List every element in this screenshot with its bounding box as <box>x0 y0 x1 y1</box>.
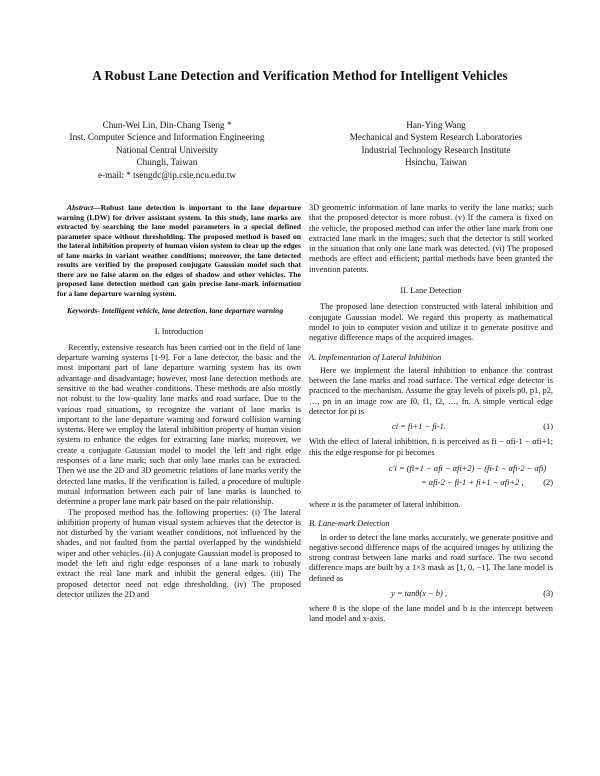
abstract-lead: Abstract <box>67 203 94 212</box>
equation-2 <box>309 464 553 496</box>
keywords: Keywords- Intelligent vehicle, lane detection, lane departure warning <box>67 306 284 315</box>
equation-body: y = tanθ(x − b) , <box>391 589 447 599</box>
author-block-left <box>52 119 282 181</box>
author-affiliation: Inst. Computer Science and Information Engineering <box>69 132 265 143</box>
subsection-heading: B. Lane-mark Detection <box>309 519 390 529</box>
author-email: e-mail: * tsengdc@ip.csie.ncu.edu.tw <box>97 169 237 180</box>
body-paragraph: With the effect of lateral inhibition, fi is perceived as fi − αfi-1 − αfi+1; this the edge response for pi becomes <box>309 437 553 457</box>
body-paragraph: where θ is the slope of the lane model and b is the intercept between land model and x-axis. <box>309 604 553 624</box>
body-paragraph: 3D geometric information of lane marks to verify the lane marks; such that the proposed detector is more robust. (v) If the camera is fixed on the vehicle, the proposed method can infer the other lane mark from one extracted lane mark in the images; such that the detector is still worked in the situation that only one lane mark was detected. (vi) The proposed methods are effect and efficient; partial methods have been granted the invention patents. <box>309 203 553 274</box>
equation-1 <box>309 417 553 437</box>
abstract-text: —Robust lane detection is important to the lane departure warning (LDW) for driver assistant system. In this study, lane marks are extracted by searching the lane model parameters in a special defined parameter space without thresholding. The proposed method is based on the lateral inhibition property of human vision system to clear up the edges of lane marks in variant weather conditions; moreover, the lane detected results are verified by the proposed conjugate Gaussian model such that there are no false alarm on the edges of shadow and other vehicles. The proposed lane detection method can gain precise lane-mark information for a lane departure warning system. <box>57 203 301 298</box>
author-city: Hsinchu, Taiwan <box>405 157 467 168</box>
body-paragraph: Here we implement the lateral inhibition to enhance the contrast between the lane marks and road surface. The vertical edge detector is practiced to the mechanism. Assume the gray levels of pixels p0, p1, p2, …, pn in an image row are f0, f1, f2, …, fn. A simple vertical edge detector for pi is <box>309 365 553 417</box>
equation-line: c′i = (fi+1 − αfi − αfi+2) − (fi-1 − αfi-2 − αfi) <box>389 463 547 473</box>
body-paragraph: In order to detect the lane marks accurately, we generate positive and negative second difference maps of the acquired images by utilizing the strong contrast between lane marks and road surface. The two second difference maps are built by a 1×3 mask as [1, 0, −1]. The lane model is defined as <box>309 532 553 583</box>
author-city: Chungli, Taiwan <box>136 157 198 168</box>
equation-body: ci = fi+1 − fi-1. <box>392 422 446 432</box>
intro-paragraph: The proposed method has the following properties: (i) The lateral inhibition property of human visual system achieves that the detector is not disturbed by the variant weather conditions, not influenced by the shades, and not faulted from the partial overlapped by the windshield wiper and other vehicles. (ii) A conjugate Gaussian model is proposed to model the left and right edge responses of a lane mark to robustly extract the real lane mark and inhibit the general edges. (iii) The proposed detector need not edge thresholding. (iv) The proposed detector utilizes the 2D and <box>57 507 301 599</box>
body-paragraph: The proposed lane detection constructed with lateral inhibition and conjugate Gaussian model. We regard this property as mathematical model to join to computer vision and utilize it to generate positive and negative difference maps of the acquired images. <box>309 302 553 343</box>
author-block-right <box>318 119 554 169</box>
abstract <box>57 203 301 298</box>
left-column <box>57 203 301 600</box>
equation-number: (2) <box>543 477 553 487</box>
equation-number: (3) <box>543 589 553 599</box>
intro-paragraph: Recently, extensive research has been carried out in the field of lane departure warning systems [1-9]. For a lane detector, the basic and the most important part of lane departure warning system has its own advantage and disadvantage; however, most lane detection methods are sensitive to the bad weather conditions. These methods are also mostly not robust to the low-quality lane marks and road surface. Due to the various road situations, to recognize the variant of lane marks is important to the lane departure warning and forward collision warning systems. Here we employ the lateral inhibition property of human vision system to enhance the edges for extracting lane marks; moreover, we create a conjugate Gaussian model to model the left and right edge responses of a lane mark; such that only lane marks can be extracted. Then we use the 2D and 3D geometric relations of lane marks verify the detected lane marks. If the verification is failed, a procedure of multiple mutual information between each pair of lane marks is launched to determine a proper lane mark pair based on the pair relationship. <box>57 342 301 507</box>
author-affiliation: National Central University <box>115 144 219 155</box>
author-names: Chun-Wei Lin, Din-Chang Tseng * <box>102 120 232 130</box>
section-heading: I. Introduction <box>154 326 204 336</box>
body-paragraph: where α is the parameter of lateral inhibition. <box>309 499 461 509</box>
equation-line: = αfi-2 − fi-1 + fi+1 − αfi+2 , <box>421 477 524 487</box>
paper-title: A Robust Lane Detection and Verification Method for Intelligent Vehicles <box>92 68 508 83</box>
subsection-heading: A. Implementation of Lateral Inhibition <box>309 352 442 362</box>
author-affiliation: Mechanical and System Research Laboratories <box>349 132 523 143</box>
author-names: Han-Ying Wang <box>406 120 466 130</box>
equation-number: (1) <box>543 422 553 432</box>
right-column <box>309 203 553 625</box>
author-affiliation: Industrial Technology Research Institute <box>361 144 511 155</box>
equation-3 <box>309 584 553 604</box>
section-heading: II. Lane Detection <box>400 286 462 296</box>
